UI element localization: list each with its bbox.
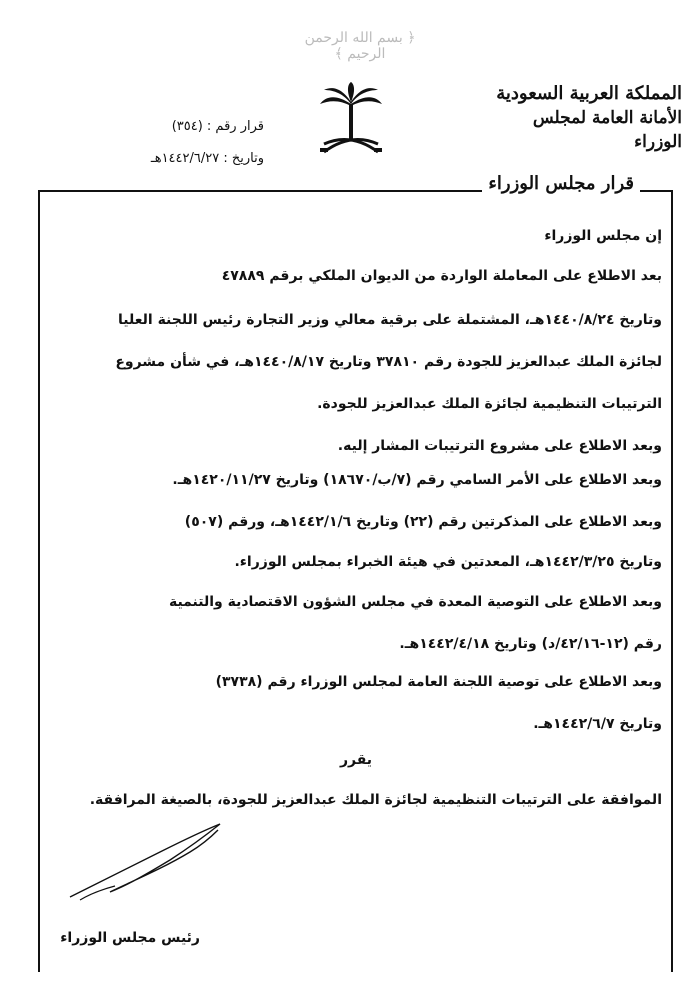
body-line: لجائزة الملك عبدالعزيز للجودة رقم ٣٧٨١٠ وتاريخ ١٤٤٠/٨/١٧هـ، في شأن مشروع [115, 354, 662, 370]
body-line: رقم (١٢-٤٢/١٦/د) وتاريخ ١٤٤٢/٤/١٨هـ. [399, 636, 662, 652]
body-line: الترتيبات التنظيمية لجائزة الملك عبدالعزيز للجودة. [317, 396, 662, 412]
bismillah-calligraphy: ﴿ بسم الله الرحمن الرحيم ﴾ [304, 30, 416, 62]
secretariat-name: الأمانة العامة لمجلس الوزراء [532, 108, 682, 152]
body-line: وبعد الاطلاع على التوصية المعدة في مجلس الشؤون الاقتصادية والتنمية [168, 594, 662, 610]
letterhead [482, 82, 682, 154]
decision-date: وتاريخ : ١٤٤٢/٦/٢٧هـ [150, 151, 264, 166]
body-line: وبعد الاطلاع على الأمر السامي رقم (٧/ب/١٨٦٧٠) وتاريخ ١٤٢٠/١١/٢٧هـ. [172, 472, 662, 488]
kingdom-name: المملكة العربية السعودية [496, 83, 682, 104]
body-line: بعد الاطلاع على المعاملة الواردة من الديوان الملكي برقم ٤٧٨٨٩ [221, 268, 662, 284]
body-line: وتاريخ ١٤٤٢/٦/٧هـ. [533, 716, 662, 732]
decision-text: الموافقة على الترتيبات التنظيمية لجائزة الملك عبدالعزيز للجودة، بالصيغة المرافقة. [89, 792, 662, 808]
body-line: وتاريخ ١٤٤٠/٨/٢٤هـ، المشتملة على برقية معالي وزير التجارة رئيس اللجنة العليا [118, 312, 662, 328]
decides-heading: يقرر [339, 752, 373, 768]
body-line: وبعد الاطلاع على المذكرتين رقم (٢٢) وتاريخ ١٤٤٢/١/٦هـ، ورقم (٥٠٧) [184, 514, 662, 530]
body-line: إن مجلس الوزراء [544, 228, 662, 244]
body-line: وبعد الاطلاع على مشروع الترتيبات المشار إليه. [337, 438, 662, 454]
body-line: وتاريخ ١٤٤٢/٣/٢٥هـ، المعدتين في هيئة الخبراء بمجلس الوزراء. [234, 554, 662, 570]
signature-icon [60, 812, 240, 912]
signer-title: رئيس مجلس الوزراء [60, 930, 200, 946]
body-line: وبعد الاطلاع على توصية اللجنة العامة لمجلس الوزراء رقم (٣٧٣٨) [215, 674, 662, 690]
frame-title: قرار مجلس الوزراء [482, 173, 640, 194]
decision-number: قرار رقم : (٣٥٤) [171, 119, 264, 134]
saudi-emblem-icon [316, 82, 386, 160]
